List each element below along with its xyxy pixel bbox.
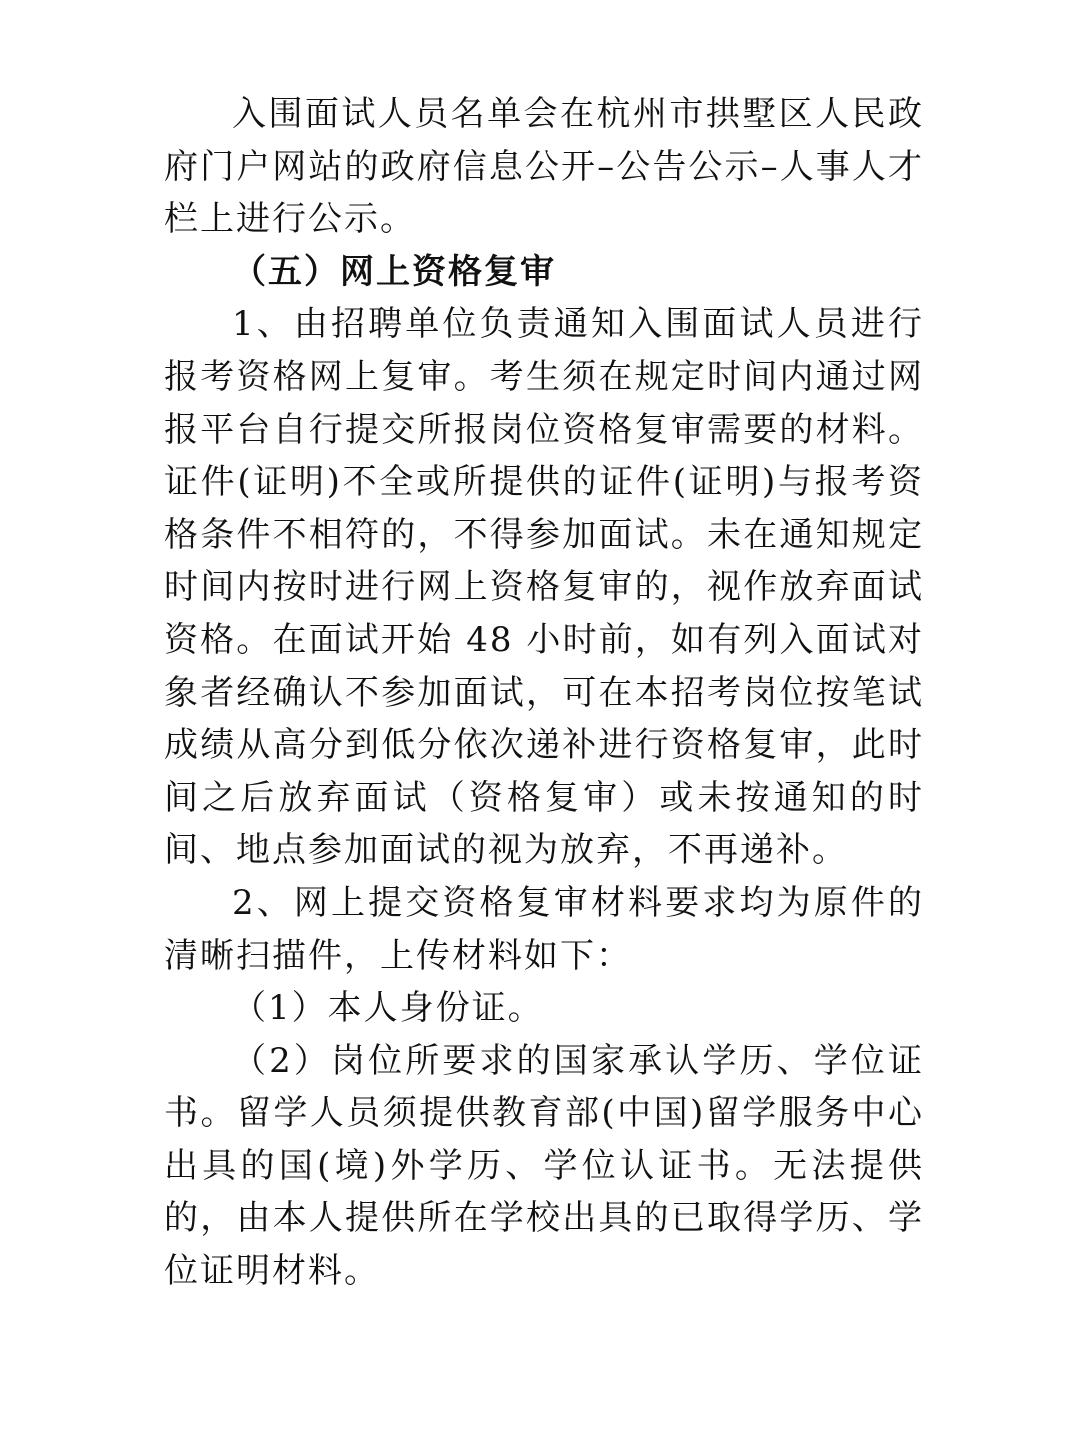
paragraph-upload-requirements: 2、网上提交资格复审材料要求均为原件的清晰扫描件，上传材料如下： <box>164 882 924 976</box>
paragraph-review-notice: 1、由招聘单位负责通知入围面试人员进行报考资格网上复审。考生须在规定时间内通过网报平台自行提交所报岗位资格复审需要的材料。证件(证明)不全或所提供的证件(证明)与报考资格条件不相符的，不得参加面试。未在通知规定时间内按时进行网上资格复审的，视作放弃面试资格。在面试开始 48 小时前，如有列入面试对象者经确认不参加面试，可在本招考岗位按笔试成绩从高分到低分依次递补进行资格复审，此时间之后放弃面试（资格复审）或未按通知的时间、地点参加面试的视为放弃，不再递补。 <box>164 304 924 871</box>
section-heading-online-review: （五）网上资格复审 <box>232 251 556 292</box>
paragraph-interview-list-publicity: 入围面试人员名单会在杭州市拱墅区人民政府门户网站的政府信息公开–公告公示–人事人才栏上进行公示。 <box>164 94 924 240</box>
list-item-degree-certificate: （2）岗位所要求的国家承认学历、学位证书。留学人员须提供教育部(中国)留学服务中心出具的国(境)外学历、学位认证书。无法提供的，由本人提供所在学校出具的已取得学历、学位证明材料。 <box>164 1040 924 1292</box>
list-item-id-card: （1）本人身份证。 <box>232 988 544 1029</box>
